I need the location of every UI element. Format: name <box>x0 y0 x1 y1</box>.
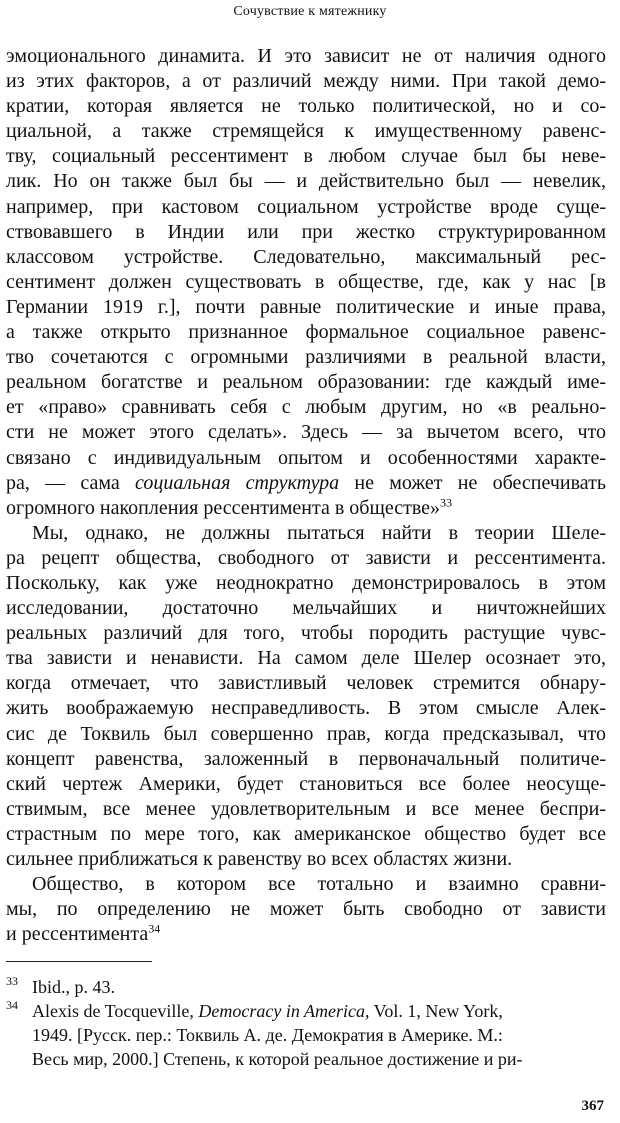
italic-phrase: социальная структура <box>134 471 340 494</box>
text-line: ствимым, все менее удовлетворительным и все менее беспри- <box>6 797 606 820</box>
text-line: классовом устройстве. Следовательно, максимальный рес- <box>6 245 606 268</box>
text-line: Общество, в котором все тотально и взаимно сравни- <box>32 873 606 896</box>
text-line <box>6 922 606 947</box>
text-fragment: огромного накопления рессентимента в обществе» <box>6 496 441 519</box>
paragraph-1 <box>6 44 606 521</box>
text-fragment: Alexis de Tocqueville, <box>32 1001 199 1021</box>
text-line: сильнее приближаться к равенству во всех областях жизни. <box>6 848 513 870</box>
text-line: реальных различий для того, чтобы породить растущие чувс- <box>6 622 606 645</box>
text-line: лик. Но он также был бы — и действительно был — невелик, <box>6 170 606 193</box>
book-title: Democracy in America <box>198 1001 365 1021</box>
text-line: жить воображаемую несправедливость. В этом смысле Алек- <box>6 697 606 720</box>
text-line: концепт равенства, заложенный в первоначальный политиче- <box>6 747 606 770</box>
footnote-33 <box>6 975 606 999</box>
page-number: 367 <box>581 1098 604 1114</box>
text-line: из этих факторов, а от различий между ними. При такой демо- <box>6 70 606 93</box>
footnote-ref-34[interactable]: 34 <box>148 921 161 936</box>
paragraph-2 <box>6 521 606 872</box>
text-line: кратии, которая является не только политической, но и со- <box>6 95 606 118</box>
text-line: циальной, а также стремящейся к имущественному равенс- <box>6 120 606 143</box>
footnote-separator <box>6 961 152 962</box>
text-line: страстным по мере того, как американское общество будет все <box>6 822 606 845</box>
footnote-number: 34 <box>6 998 18 1012</box>
paragraph-3 <box>6 872 606 947</box>
text-line: тво сочетаются с огромными различиями в реальной власти, <box>6 346 606 369</box>
text-line: реальном богатстве и реальном образовании: где каждый име- <box>6 371 606 394</box>
footnote-number: 33 <box>6 974 18 988</box>
main-text <box>6 44 606 947</box>
text-line: мы, по определению не может быть свободно от зависти <box>6 898 606 921</box>
text-line <box>6 471 606 496</box>
text-line: Германии 1919 г.], почти равные политические и иные права, <box>6 295 606 318</box>
text-line: ет «право» сравнивать себя с любым другим, но «в реально- <box>6 396 606 419</box>
footnote-line: Весь мир, 2000.] Степень, к которой реальное достижение и ри- <box>32 1049 523 1069</box>
text-fragment: ра, — сама <box>6 471 135 494</box>
text-fragment: , Vol. 1, New York, <box>365 1001 503 1021</box>
text-line: эмоционального динамита. И это зависит не от наличия одного <box>6 45 606 67</box>
text-line: ствовавшего в Индии или при жестко структурированном <box>6 220 606 243</box>
text-line: сентимент должен существовать в обществе, где, как у нас [в <box>6 270 606 293</box>
text-fragment: и рессентимента <box>6 923 149 946</box>
footnotes <box>6 975 606 1071</box>
text-line: когда отмечает, что завистливый человек стремится обнару- <box>6 672 606 695</box>
text-line: Поскольку, как уже неоднократно демонстрировалось в этом <box>6 571 606 594</box>
text-fragment: не может не обеспечивать <box>339 471 606 494</box>
footnote-ref-33[interactable]: 33 <box>440 495 453 510</box>
text-line: исследовании, достаточно мельчайших и ничтожнейших <box>6 597 606 620</box>
text-line: например, при кастовом социальном устройстве вроде суще- <box>6 195 606 218</box>
text-line: ский чертеж Америки, будет становиться все более неосуще- <box>6 772 606 795</box>
running-head: Сочувствие к мятежнику <box>233 4 387 19</box>
text-line: связано с индивидуальным опытом и особенностями характе- <box>6 446 606 469</box>
footnote-text: Ibid., p. 43. <box>32 977 115 997</box>
text-line: ра рецепт общества, свободного от зависти и рессентимента. <box>6 546 606 569</box>
text-line: Мы, однако, не должны пытаться найти в теории Шеле- <box>32 521 606 544</box>
text-line <box>6 496 606 521</box>
footnote-text <box>32 999 503 1023</box>
footnote-line: 1949. [Русск. пер.: Токвиль А. де. Демократия в Америке. М.: <box>32 1025 503 1045</box>
text-line: тву, социальный рессентимент в любом случае был бы неве- <box>6 145 606 168</box>
footnote-34 <box>6 999 606 1023</box>
text-line: сти не может этого сделать». Здесь — за вычетом всего, что <box>6 421 606 444</box>
text-line: а также открыто признанное формальное социальное равенс- <box>6 321 606 344</box>
text-line: тва зависти и ненависти. На самом деле Шелер осознает это, <box>6 647 606 670</box>
text-line: сис де Токвиль был совершенно прав, когда предсказывал, что <box>6 722 606 745</box>
